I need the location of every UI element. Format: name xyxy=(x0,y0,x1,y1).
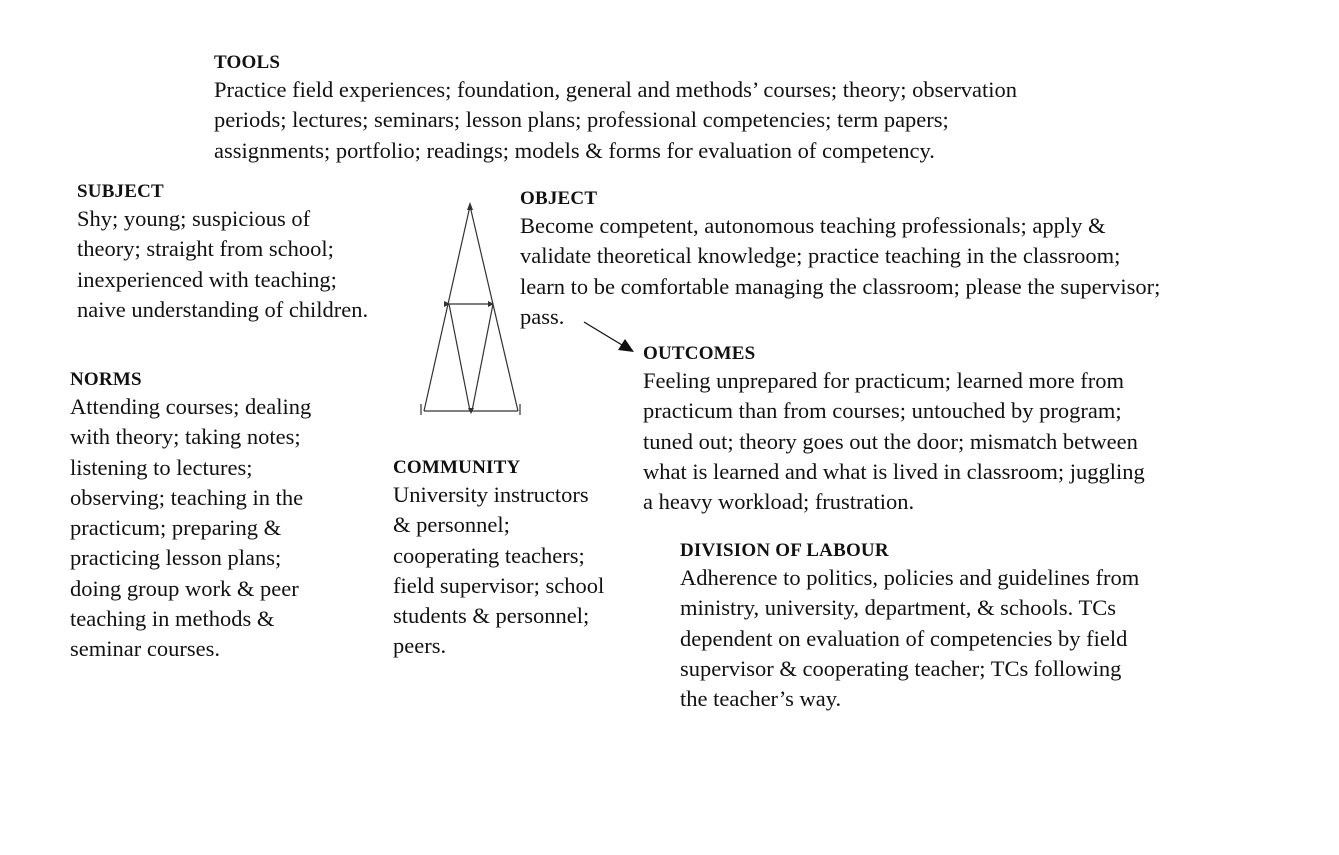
tools-line: periods; lectures; seminars; lesson plans; professional competencies; term papers; xyxy=(214,107,949,133)
subject-heading: SUBJECT xyxy=(77,181,164,202)
division-of-labour-node xyxy=(680,539,1139,714)
tools-line: assignments; portfolio; readings; models & forms for evaluation of competency. xyxy=(214,137,935,163)
object-line: learn to be comfortable managing the classroom; please the supervisor; xyxy=(520,273,1161,299)
object-node xyxy=(520,187,1160,332)
inner-line-left xyxy=(449,304,470,411)
object-line: Become competent, autonomous teaching professionals; apply & xyxy=(520,213,1106,238)
community-node xyxy=(393,456,604,662)
activity-triangle-diagram xyxy=(414,196,524,421)
tools-heading: TOOLS xyxy=(214,52,281,73)
norms-line: practicing lesson plans; xyxy=(70,545,282,571)
norms-line: practicum; preparing & xyxy=(70,515,282,541)
arrow-head-icon xyxy=(618,339,634,352)
apex-arrow-icon xyxy=(467,202,473,210)
outcomes-line: what is learned and what is lived in classroom; juggling xyxy=(643,458,1145,484)
subject-line: theory; straight from school; xyxy=(77,236,334,262)
outcomes-heading: OUTCOMES xyxy=(643,343,756,364)
community-line: field supervisor; school xyxy=(393,572,605,598)
outcomes-node xyxy=(643,342,1145,517)
division-of-labour-line: Adherence to politics, policies and guidelines from xyxy=(680,565,1140,590)
division-of-labour-line: supervisor & cooperating teacher; TCs following xyxy=(680,655,1122,681)
norms-line: teaching in methods & xyxy=(70,606,275,632)
community-heading: COMMUNITY xyxy=(393,457,521,478)
outcomes-line: a heavy workload; frustration. xyxy=(643,489,915,515)
norms-line: observing; teaching in the xyxy=(70,484,304,510)
norms-line: doing group work & peer xyxy=(70,575,299,601)
community-line: cooperating teachers; xyxy=(393,542,585,568)
division-of-labour-heading: DIVISION OF LABOUR xyxy=(680,540,889,561)
outcomes-line: practicum than from courses; untouched by program; xyxy=(643,398,1122,424)
object-to-outcomes-arrow xyxy=(582,320,638,354)
triangle-right-edge xyxy=(470,206,518,411)
triangle-left-edge xyxy=(424,206,470,411)
tools-node xyxy=(214,51,1017,166)
arrow-shaft xyxy=(584,322,622,345)
division-of-labour-line: the teacher’s way. xyxy=(680,686,842,712)
object-line: pass. xyxy=(520,303,565,329)
subject-line: Shy; young; suspicious of xyxy=(77,206,311,231)
norms-heading: NORMS xyxy=(70,369,142,390)
outcomes-line: Feeling unprepared for practicum; learned more from xyxy=(643,368,1125,393)
division-of-labour-line: ministry, university, department, & schools. TCs xyxy=(680,595,1117,621)
object-heading: OBJECT xyxy=(520,188,598,209)
subject-line: naive understanding of children. xyxy=(77,296,369,322)
object-line: validate theoretical knowledge; practice teaching in the classroom; xyxy=(520,243,1121,269)
norms-node xyxy=(70,368,311,665)
community-line: & personnel; xyxy=(393,512,510,538)
norms-line: with theory; taking notes; xyxy=(70,424,301,450)
tools-line: Practice field experiences; foundation, general and methods’ courses; theory; observation xyxy=(214,77,1018,102)
community-line: students & personnel; xyxy=(393,603,590,629)
subject-node xyxy=(77,180,368,325)
division-of-labour-line: dependent on evaluation of competencies by field xyxy=(680,625,1128,651)
community-line: peers. xyxy=(393,633,447,659)
community-line: University instructors xyxy=(393,482,589,507)
norms-line: listening to lectures; xyxy=(70,454,253,480)
subject-line: inexperienced with teaching; xyxy=(77,266,337,292)
norms-line: seminar courses. xyxy=(70,636,220,662)
outcomes-line: tuned out; theory goes out the door; mismatch between xyxy=(643,428,1138,454)
norms-line: Attending courses; dealing xyxy=(70,394,312,419)
inner-line-right xyxy=(472,304,493,411)
